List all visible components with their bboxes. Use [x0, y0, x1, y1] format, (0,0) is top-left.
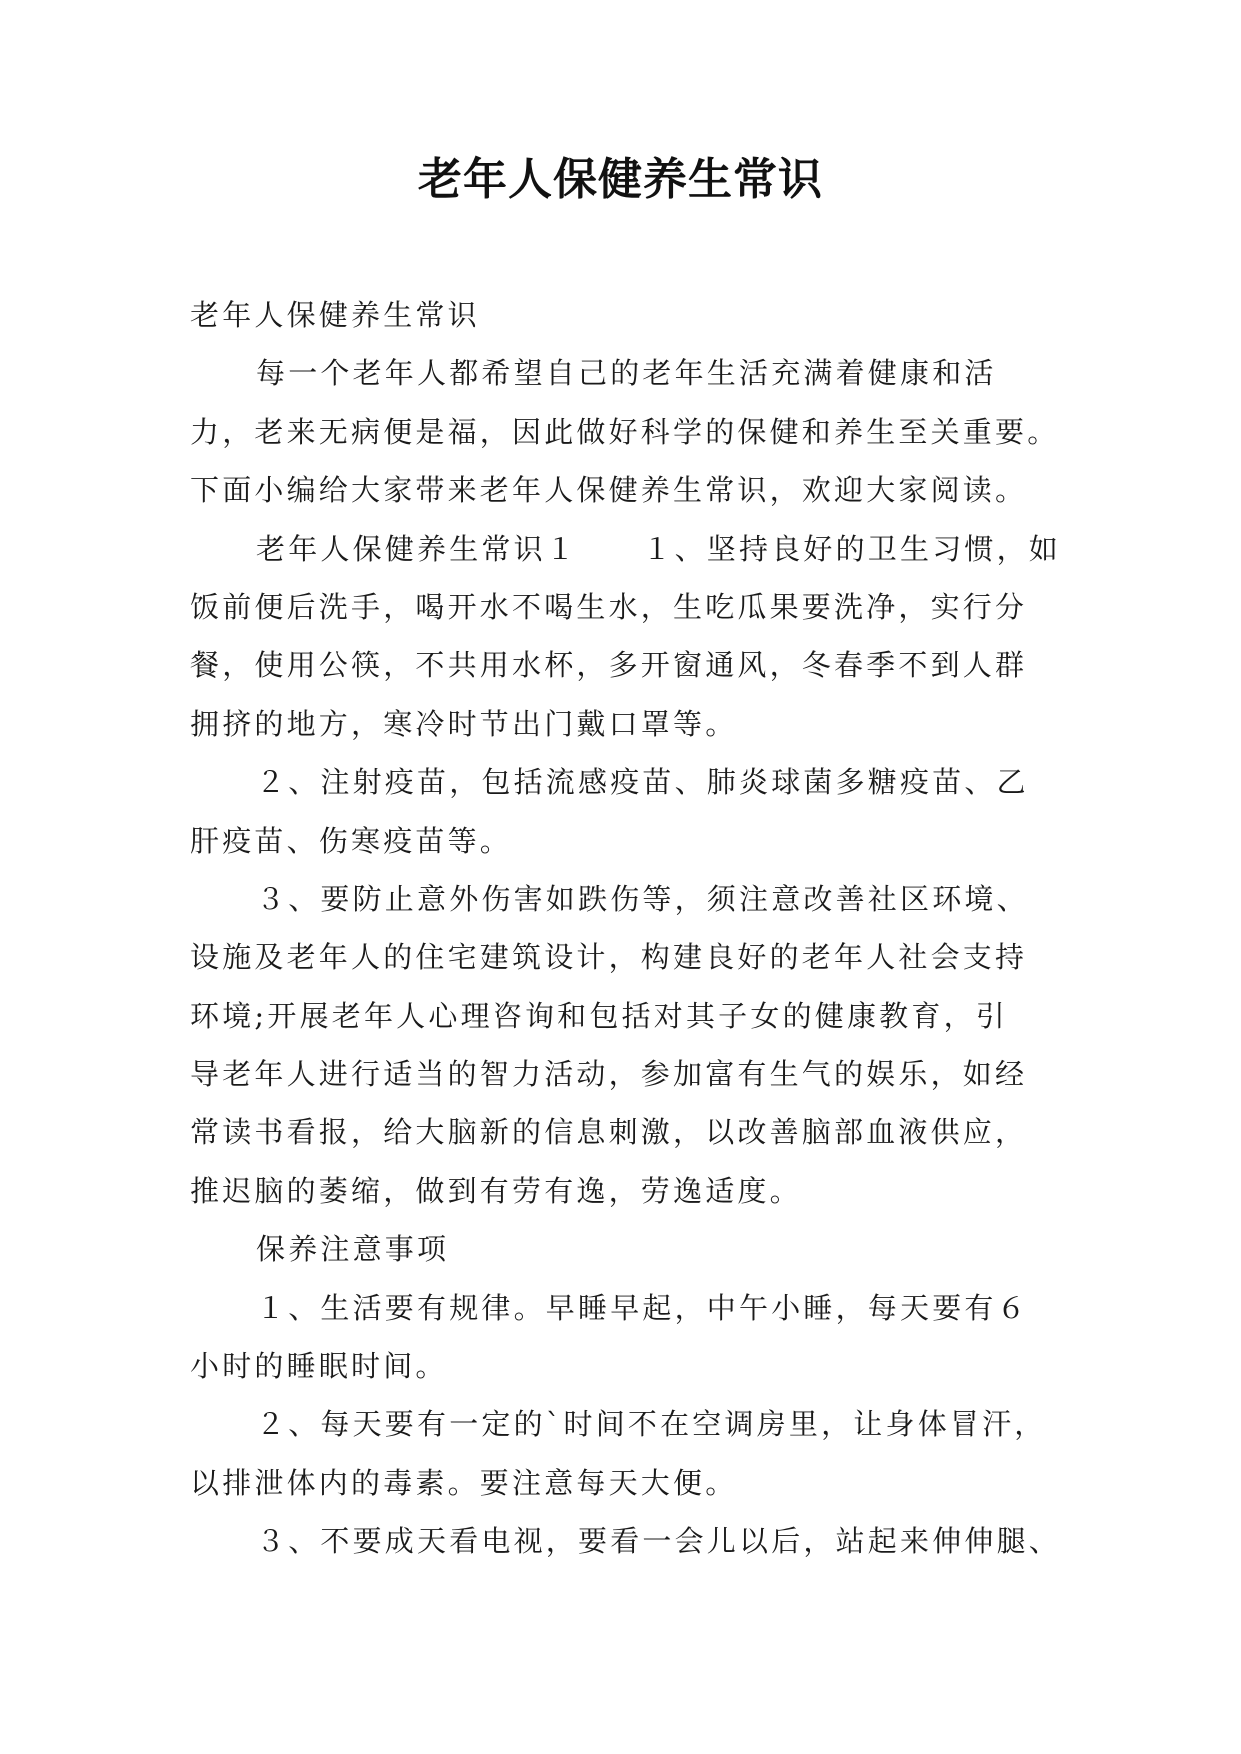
text-line: 环境;开展老年人心理咨询和包括对其子女的健康教育，引: [190, 998, 1008, 1033]
text-line: 小时的睡眠时间。: [190, 1349, 448, 1384]
text-line: ２、每天要有一定的`时间不在空调房里，让身体冒汗，: [256, 1407, 1047, 1442]
text-line: １、生活要有规律。早睡早起，中午小睡，每天要有６: [256, 1290, 1029, 1325]
text-line: ３、要防止意外伤害如跌伤等，须注意改善社区环境、: [256, 881, 1029, 916]
text-line: 老年人保健养生常识: [190, 298, 480, 332]
text-line: 力，老来无病便是福，因此做好科学的保健和养生至关重要。: [190, 414, 1060, 449]
text-line: 常读书看报，给大脑新的信息刺激，以改善脑部血液供应，: [190, 1115, 1028, 1150]
text-line: 餐，使用公筷，不共用水杯，多开窗通风，冬春季不到人群: [190, 648, 1028, 683]
text-line: 设施及老年人的住宅建筑设计，构建良好的老年人社会支持: [190, 940, 1028, 975]
text-line: ３、不要成天看电视，要看一会儿以后，站起来伸伸腿、: [256, 1524, 1062, 1559]
text-line: 推迟脑的萎缩，做到有劳有逸，劳逸适度。: [190, 1173, 802, 1208]
text-line: 导老年人进行适当的智力活动，参加富有生气的娱乐，如经: [190, 1057, 1028, 1092]
text-line: 保养注意事项: [256, 1232, 450, 1267]
text-line: 每一个老年人都希望自己的老年生活充满着健康和活: [256, 356, 997, 391]
text-line: 以排泄体内的毒素。要注意每天大便。: [190, 1465, 738, 1500]
text-line: 拥挤的地方，寒冷时节出门戴口罩等。: [190, 706, 738, 741]
document-title: 老年人保健养生常识: [418, 154, 823, 205]
text-line: 下面小编给大家带来老年人保健养生常识，欢迎大家阅读。: [190, 473, 1028, 508]
text-line: 老年人保健养生常识１ １、坚持良好的卫生习惯，如: [256, 531, 1062, 566]
text-line: 饭前便后洗手，喝开水不喝生水，生吃瓜果要洗净，实行分: [190, 589, 1028, 624]
document-body: [190, 286, 1070, 1571]
text-line: ２、注射疫苗，包括流感疫苗、肺炎球菌多糖疫苗、乙: [256, 765, 1029, 800]
text-line: 肝疫苗、伤寒疫苗等。: [190, 823, 513, 858]
